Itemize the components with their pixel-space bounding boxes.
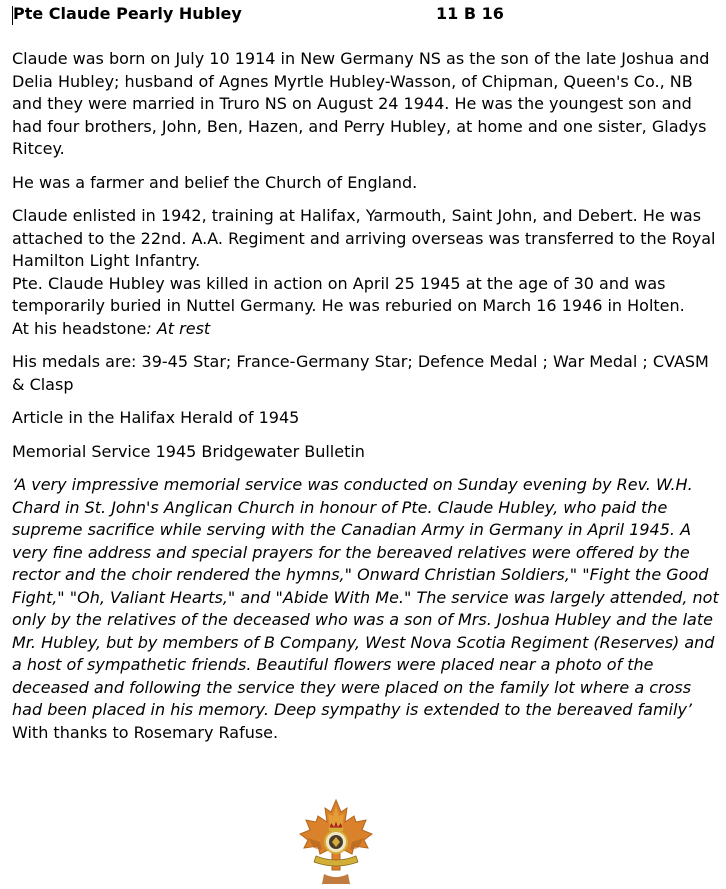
maple-leaf-regimental-badge-icon — [294, 798, 378, 888]
badge-base — [322, 874, 350, 884]
death-paragraph: Pte. Claude Hubley was killed in action on April 25 1945 at the age of 30 and was temporarily buried in Nuttel Germany. He was reburied on March 16 1946 in Holten. — [12, 273, 685, 315]
headstone-paragraph — [12, 318, 724, 341]
epitaph: : At rest — [146, 318, 211, 338]
soldier-name: Pte Claude Pearly Hubley — [13, 4, 242, 23]
acknowledgement: With thanks to Rosemary Rafuse. — [12, 722, 279, 742]
memorial-quote: ‘A very impressive memorial service was conducted on Sunday evening by Rev. W.H. Chard in St. John's Anglican Church in honour of Pte. Claude Hubley, who paid the supreme sacrifice while serving with the Canadian Army in Germany in April 1945. A very fine address and special prayers for the bereaved relatives were offered by the rector and the choir rendered the hymns," Onward Christian Soldiers," "Fight the Good Fight," "Oh, Valiant Hearts," and "Abide With Me." The service was largely attended, not only by the relatives of the deceased who was a son of Mrs. Joshua Hubley and the late Mr. Hubley, but by members of B Company, West Nova Scotia Regiment (Reserves) and a host of sympathetic friends. Beautiful flowers were placed near a photo of the deceased and following the service they were placed on the family lot where a cross had been placed in his memory. Deep sympathy is extended to the bereaved family’ — [12, 475, 719, 719]
article-source: Article in the Halifax Herald of 1945 — [12, 408, 300, 427]
headstone-label: At his headstone — [12, 318, 147, 338]
birth-paragraph: Claude was born on July 10 1914 in New Germany NS as the son of the late Joshua and Delia Hubley; husband of Agnes Myrtle Hubley-Wasson, of Chipman, Queen's Co., NB and they were married in Truro NS on August 24 1944. He was the youngest son and had four brothers, John, Ben, Hazen, and Perry Hubley, at home and one sister, Gladys Ritcey. — [12, 49, 710, 158]
biography-content — [12, 48, 724, 755]
page-header — [12, 4, 718, 32]
medals-paragraph: His medals are: 39-45 Star; France-Germany Star; Defence Medal ; War Medal ; CVASM & Clasp — [12, 352, 709, 394]
service-paragraph: Claude enlisted in 1942, training at Halifax, Yarmouth, Saint John, and Debert. He was attached to the 22nd. A.A. Regiment and arriving overseas was transferred to the Royal Hamilton Light Infantry. — [12, 206, 716, 270]
grave-reference: 11 B 16 — [436, 4, 504, 23]
occupation-paragraph: He was a farmer and belief the Church of England. — [12, 172, 418, 192]
bulletin-source: Memorial Service 1945 Bridgewater Bulletin — [12, 441, 365, 461]
page — [12, 0, 718, 32]
